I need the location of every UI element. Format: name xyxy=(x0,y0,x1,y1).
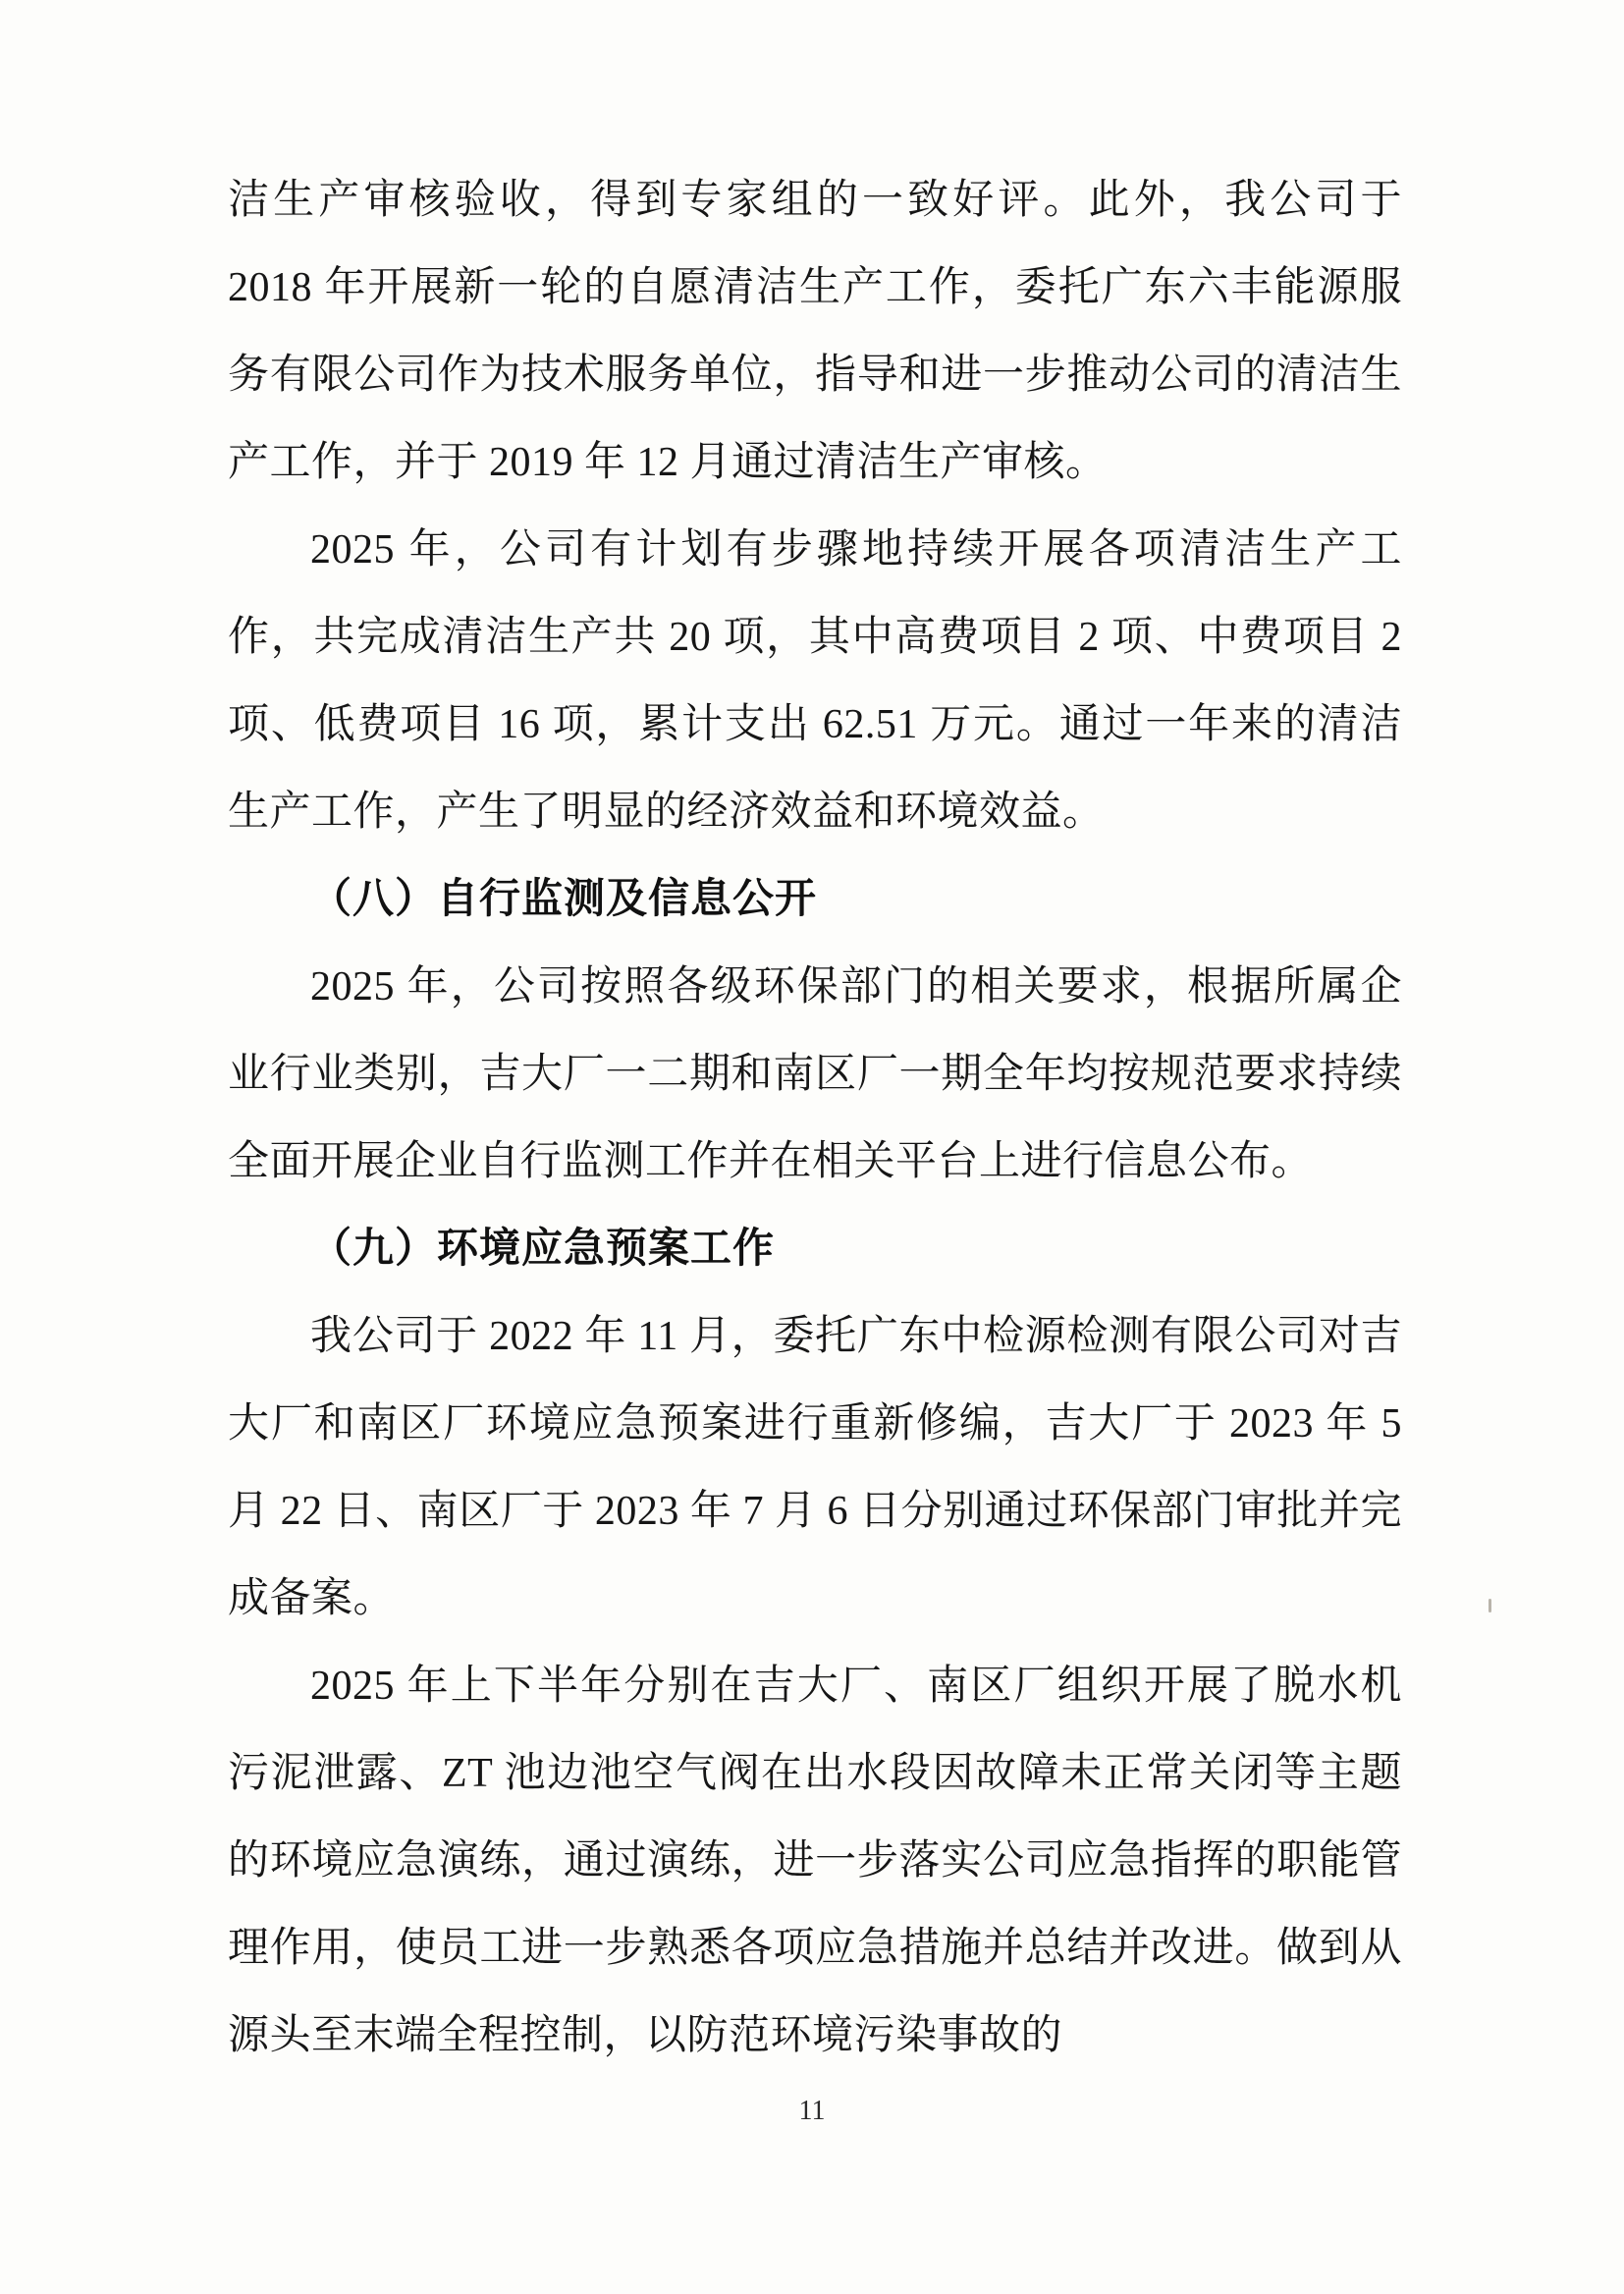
paragraph-3: 2025 年，公司按照各级环保部门的相关要求，根据所属企业行业类别，吉大厂一二期和南区厂一期全年均按规范要求持续全面开展企业自行监测工作并在相关平台上进行信息公布。 xyxy=(228,964,1402,1184)
paper-speck xyxy=(1489,1599,1491,1612)
paragraph-5: 2025 年上下半年分别在吉大厂、南区厂组织开展了脱水机污泥泄露、ZT 池边池空气阀在出水段因故障未正常关闭等主题的环境应急演练，通过演练，进一步落实公司应急指挥的职能管理作用，使员工进一步熟悉各项应急措施并总结并改进。做到从源头至末端全程控制，以防范环境污染事故的 xyxy=(228,1664,1402,2058)
paragraph-2: 2025 年，公司有计划有步骤地持续开展各项清洁生产工作，共完成清洁生产共 20 项，其中高费项目 2 项、中费项目 2 项、低费项目 16 项，累计支出 62.51 万元。通过一年来的清洁生产工作，产生了明显的经济效益和环境效益。 xyxy=(228,527,1402,835)
page-body xyxy=(228,157,1402,2080)
paragraph-4: 我公司于 2022 年 11 月，委托广东中检源检测有限公司对吉大厂和南区厂环境应急预案进行重新修编，吉大厂于 2023 年 5 月 22 日、南区厂于 2023 年 7 月 6 日分别通过环保部门审批并完成备案。 xyxy=(228,1314,1402,1621)
paragraph-1: 洁生产审核验收，得到专家组的一致好评。此外，我公司于 2018 年开展新一轮的自愿清洁生产工作，委托广东六丰能源服务有限公司作为技术服务单位，指导和进一步推动公司的清洁生产工作，并于 2019 年 12 月通过清洁生产审核。 xyxy=(228,178,1402,485)
page-number: 11 xyxy=(798,2096,826,2126)
section-heading-9: （九）环境应急预案工作 xyxy=(310,1227,776,1272)
section-heading-8: （八）自行监测及信息公开 xyxy=(310,877,818,922)
